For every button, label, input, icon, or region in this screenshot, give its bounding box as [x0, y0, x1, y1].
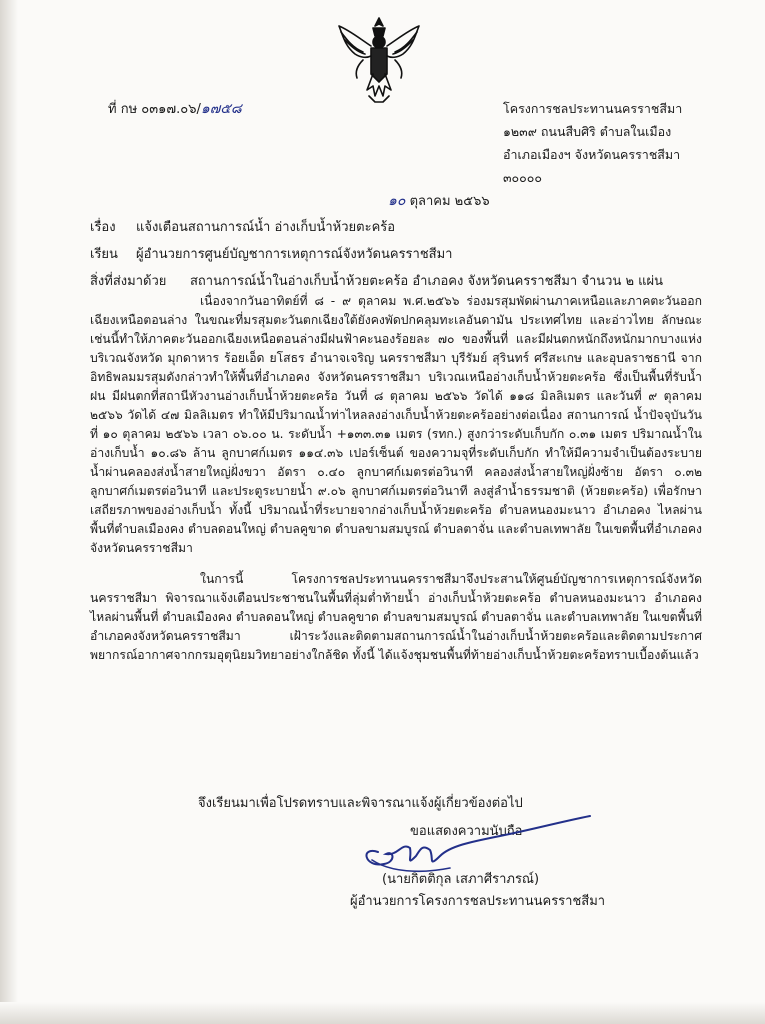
letter-body: [90, 292, 702, 665]
recipient-line: [90, 243, 452, 264]
recipient-label: เรียน: [90, 247, 118, 262]
page-shadow-left: [0, 0, 18, 1024]
page-shadow-bottom: [0, 1002, 765, 1024]
address-line: ๓๐๐๐๐: [503, 170, 543, 185]
date-day-handwritten: ๑๐: [388, 193, 406, 209]
recipient-text: ผู้อำนวยการศูนย์บัญชาการเหตุการณ์จังหวัดนครราชสีมา: [136, 247, 453, 262]
enclosure-label: สิ่งที่ส่งมาด้วย: [90, 274, 167, 289]
subject-text: แจ้งเตือนสถานการณ์น้ำ อ่างเก็บน้ำห้วยตะคร้อ: [136, 220, 396, 235]
garuda-emblem-icon: [331, 12, 427, 108]
body-paragraph-1: เนื่องจากวันอาทิตย์ที่ ๘ - ๙ ตุลาคม พ.ศ.๒๕๖๖ ร่องมรสุมพัดผ่านภาคเหนือและภาคตะวันออกเฉียงเหนือตอนล่าง ในขณะที่มรสุมตะวันตกเฉียงใต้ยังคงพัดปกคลุมทะเลอันดามัน ประเทศไทย และอ่าวไทย ลักษณะเช่นนี้ทำให้ภาคตะวันออกเฉียงเหนือตอนล่างมีฝนฟ้าคะนองร้อยละ ๗๐ ของพื้นที่ และมีฝนตกหนักถึงหนักมากบางแห่ง บริเวณจังหวัด มุกดาหาร ร้อยเอ็ด ยโสธร อำนาจเจริญ นครราชสีมา บุรีรัมย์ สุรินทร์ ศรีสะเกษ และอุบลราชธานี จากอิทธิพลมมรสุมดังกล่าวทำให้พื้นที่อำเภอคง จังหวัดนครราชสีมา บริเวณเหนืออ่างเก็บน้ำห้วยตะคร้อ ซึ่งเป็นพื้นที่รับน้ำฝน มีฝนตกที่สถานีหัวงานอ่างเก็บน้ำห้วยตะคร้อ วันที่ ๘ ตุลาคม ๒๕๖๖ วัดได้ ๑๑๘ มิลลิเมตร และวันที่ ๙ ตุลาคม ๒๕๖๖ วัดได้ ๔๗ มิลลิเมตร ทำให้มีปริมาณน้ำท่าไหลลงอ่างเก็บน้ำห้วยตะคร้ออย่างต่อเนื่อง สถานการณ์ น้ำปัจจุบันวันที่ ๑๐ ตุลาคม ๒๕๖๖ เวลา ๐๖.๐๐ น. ระดับน้ำ +๑๓๓.๓๑ เมตร (รทก.) สูงกว่าระดับเก็บกัก ๐.๓๑ เมตร ปริมาณน้ำในอ่างเก็บน้ำ ๑๐.๘๖ ล้าน ลูกบาศก์เมตร ๑๑๔.๓๖ เปอร์เซ็นต์ ของความจุที่ระดับเก็บกัก ทำให้มีความจำเป็นต้องระบายน้ำผ่านคลองส่งน้ำสายใหญ่ฝั่งขวา อัตรา ๐.๔๐ ลูกบาศก์เมตรต่อวินาที คลองส่งน้ำสายใหญ่ฝั่งซ้าย อัตรา ๐.๓๒ ลูกบาศก์เมตรต่อวินาที และประตูระบายน้ำ ๙.๐๖ ลูกบาศก์เมตรต่อวินาที ลงสู่ลำน้ำธรรมชาติ (ห้วยตะคร้อ) เพื่อรักษาเสถียรภาพของอ่างเก็บน้ำ ทั้งนี้ ปริมาณน้ำที่ระบายจากอ่างเก็บน้ำห้วยตะคร้อ ตำบลหนองมะนาว อำเภอคง ไหลผ่านพื้นที่ตำบลเมืองคง ตำบลดอนใหญ่ ตำบลคูขาด ตำบลขามสมบูรณ์ ตำบลตาจั่น และตำบลเทพาลัย ในเขตพื้นที่อำเภอคง จังหวัดนครราชสีมา: [90, 294, 702, 555]
signer-name: (นายกิตติกุล เสภาศีราภรณ์): [382, 872, 540, 887]
enclosure-text: สถานการณ์น้ำในอ่างเก็บน้ำห้วยตะคร้อ อำเภอคง จังหวัดนครราชสีมา จำนวน ๒ แผ่น: [190, 274, 664, 289]
body-paragraph-2: ในการนี้ โครงการชลประทานนครราชสีมาจึงประสานให้ศูนย์บัญชาการเหตุการณ์จังหวัดนครราชสีมา พิจารณาแจ้งเตือนประชาชนในพื้นที่ลุ่มต่ำท้ายน้ำ อ่างเก็บน้ำห้วยตะคร้อ ตำบลหนองมะนาว อำเภอคง ไหลผ่านพื้นที่ ตำบลเมืองคง ตำบลดอนใหญ่ ตำบลคูขาด ตำบลขามสมบูรณ์ ตำบลตาจั่น และตำบลเทพาลัย ในเขตพื้นที่อำเภอคงจังหวัดนครราชสีมา เฝ้าระวังและติดตามสถานการณ์น้ำในอ่างเก็บน้ำห้วยตะคร้อและติดตามประกาศพยากรณ์อากาศจากกรมอุตุนิยมวิทยาอย่างใกล้ชิด ทั้งนี้ ได้แจ้งชุมชนพื้นที่ท้ายอ่างเก็บน้ำห้วยตะคร้อทราบเบื้องต้นแล้ว: [90, 572, 702, 662]
subject-label: เรื่อง: [90, 220, 116, 235]
enclosure-line: [90, 270, 663, 291]
sender-address: [503, 97, 753, 189]
letter-date: [388, 190, 490, 212]
reference-number: [108, 98, 242, 120]
subject-line: [90, 216, 395, 237]
signer-title: ผู้อำนวยการโครงการชลประทานนครราชสีมา: [350, 894, 606, 909]
address-line: อำเภอเมืองฯ จังหวัดนครราชสีมา: [503, 147, 681, 162]
address-line: ๑๒๓๙ ถนนสืบศิริ ตำบลในเมือง: [503, 124, 672, 139]
date-month-year: ตุลาคม ๒๕๖๖: [405, 194, 490, 209]
reference-handwritten: ๑๗๕๘: [200, 101, 242, 117]
closing-sentence: จึงเรียนมาเพื่อโปรดทราบและพิจารณาแจ้งผู้เกี่ยวข้องต่อไป: [198, 796, 523, 811]
reference-prefix: ที่ กษ ๐๓๑๗.๐๖/: [108, 102, 201, 117]
address-line: โครงการชลประทานนครราชสีมา: [503, 101, 683, 116]
sign-off: ขอแสดงความนับถือ: [410, 824, 523, 839]
